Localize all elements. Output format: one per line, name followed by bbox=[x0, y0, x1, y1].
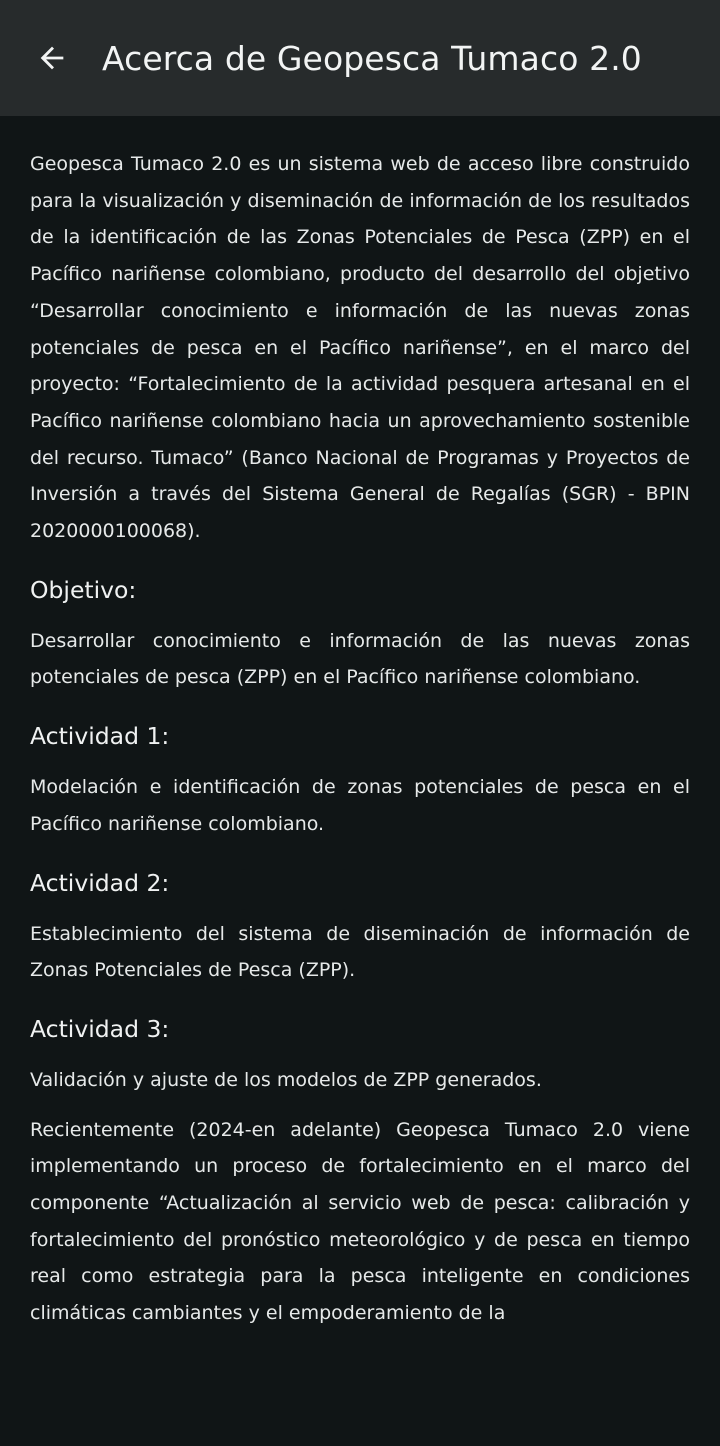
activity-3-paragraph: Validación y ajuste de los modelos de ZPP generados. bbox=[30, 1068, 542, 1091]
activity-1-paragraph: Modelación e identificación de zonas potenciales de pesca en el Pacífico nariñense colombiano. bbox=[30, 776, 690, 835]
objective-title: Objetivo: bbox=[30, 575, 137, 604]
intro-paragraph: Geopesca Tumaco 2.0 es un sistema web de acceso libre construido para la visualización y diseminación de información de los resultados de la identificación de las Zonas Potenciales de Pesca (ZPP) en el Pacífico nariñense colombiano, producto del desarrollo del objetivo “Desarrollar conocimiento e información de las nuevas zonas potenciales de pesca en el Pacífico nariñense”, en el marco del proyecto: “Fortalecimiento de la actividad pesquera artesanal en el Pacífico nariñense colombiano hacia un aprovechamiento sostenible del recurso. Tumaco” (Banco Nacional de Programas y Proyectos de Inversión a través del Sistema General de Regalías (SGR) - BPIN 2020000100068). bbox=[30, 153, 690, 543]
back-button[interactable] bbox=[30, 36, 74, 80]
activity-2-title: Actividad 2: bbox=[30, 868, 170, 897]
page-title: Acerca de Geopesca Tumaco 2.0 bbox=[102, 38, 642, 78]
recent-paragraph: Recientemente (2024-en adelante) Geopesca Tumaco 2.0 viene implementando un proceso de fortalecimiento en el marco del componente “Actualización al servicio web de pesca: calibración y fortalecimiento del pronóstico meteorológico y de pesca en tiempo real como estrategia para la pesca inteligente en condiciones climáticas cambiantes y el empoderamiento de la bbox=[30, 1118, 690, 1325]
app-bar bbox=[0, 0, 720, 116]
objective-paragraph: Desarrollar conocimiento e información de las nuevas zonas potenciales de pesca (ZPP) en el Pacífico nariñense colombiano. bbox=[30, 629, 690, 689]
activity-2-paragraph: Establecimiento del sistema de diseminación de información de Zonas Potenciales de Pesca (ZPP). bbox=[30, 922, 690, 982]
arrow-left-icon bbox=[35, 41, 69, 75]
activity-3-title: Actividad 3: bbox=[30, 1014, 170, 1043]
activity-1-title: Actividad 1: bbox=[30, 722, 170, 751]
about-content bbox=[0, 116, 720, 1332]
